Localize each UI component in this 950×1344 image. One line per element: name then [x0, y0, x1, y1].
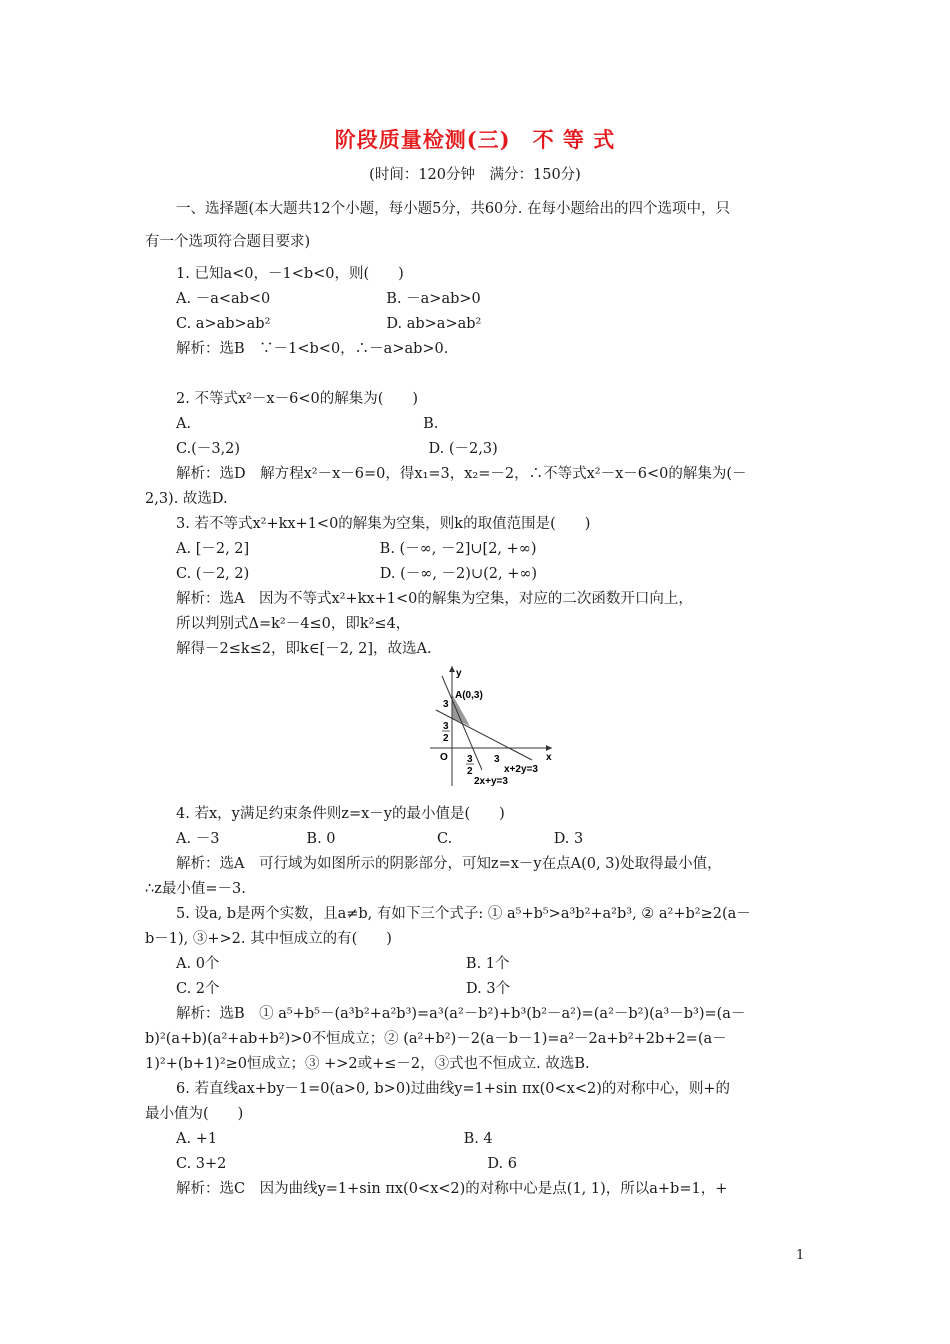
question-6-cont: 最小值为( ) — [145, 1106, 244, 1122]
line1-label: x+2y=3 — [504, 764, 538, 775]
page-title: 阶段质量检测(三) 不 等 式 — [334, 127, 616, 152]
q5-solution-line2: b)²(a+b)(a²+ab+b²)>0不恒成立；② (a²+b²)－2(a－b－1)=a²－2a+b²+2b+2=(a－ — [145, 1031, 727, 1047]
page-number: 1 — [796, 1248, 805, 1263]
question-4: 4. 若x，y满足约束条件则z=x－y的最小值是( ) — [176, 806, 505, 822]
question-6: 6. 若直线ax+by－1=0(a>0, b>0)过曲线y=1+sin πx(0<x<2)的对称中心，则+的 — [176, 1081, 731, 1097]
question-5-cont: b－1), ③+>2. 其中恒成立的有( ) — [145, 931, 392, 947]
q1-solution: 解析：选B ∵－1<b<0，∴－a>ab>0. — [176, 341, 449, 357]
tick-x-3: 3 — [494, 754, 500, 765]
question-5: 5. 设a, b是两个实数，且a≠b, 有如下三个式子: ① a⁵+b⁵>a³b²+a²b³, ② a²+b²≥2(a－ — [176, 906, 751, 922]
q5-solution-line3: 1)²+(b+1)²≥0恒成立；③ +>2或+≤－2，③式也不恒成立. 故选B. — [145, 1056, 590, 1072]
q3-solution: 解析：选A 因为不等式x²+kx+1<0的解集为空集，对应的二次函数开口向上， — [176, 591, 693, 607]
q2-solution-cont: 2,3). 故选D. — [145, 491, 228, 507]
q3-solution-line3: 解得－2≤k≤2，即k∈[－2, 2]，故选A. — [176, 641, 432, 657]
q5-options-cd: C. 2个 D. 3个 — [176, 981, 511, 997]
q3-solution-line2: 所以判别式Δ=k²－4≤0，即k²≤4， — [176, 616, 411, 632]
q3-options-ab: A. [－2, 2] B. (－∞, －2]∪[2, +∞) — [176, 541, 537, 557]
section-heading-cont: 有一个选项符合题目要求) — [145, 234, 311, 250]
q2-solution: 解析：选D 解方程x²－x－6=0，得x₁=3，x₂=－2，∴不等式x²－x－6<0的解集为(－ — [176, 466, 747, 482]
line2-label: 2x+y=3 — [474, 776, 508, 787]
q6-options-ab: A. +1 B. 4 — [176, 1131, 493, 1147]
question-1: 1. 已知a<0，－1<b<0，则( ) — [176, 266, 404, 282]
q1-options-ab: A. －a<ab<0 B. －a>ab>0 — [176, 291, 481, 307]
tick-y-3: 3 — [443, 699, 449, 710]
exam-info: (时间：120分钟 满分：150分) — [369, 167, 581, 183]
q5-options-ab: A. 0个 B. 1个 — [176, 956, 510, 972]
axis-y-label: y — [456, 668, 462, 679]
q1-options-cd: C. a>ab>ab² D. ab>a>ab² — [176, 316, 482, 332]
point-a-label: A(0,3) — [455, 690, 483, 701]
origin-label: O — [440, 752, 448, 763]
q2-options-cd: C.(－3,2) D. (－2,3) — [176, 441, 498, 457]
q3-options-cd: C. (－2, 2) D. (－∞, －2)∪(2, +∞) — [176, 566, 538, 582]
section-heading: 一、选择题(本大题共12个小题，每小题5分，共60分. 在每小题给出的四个选项中，只 — [176, 201, 730, 217]
q4-options: A. －3 B. 0 C. D. 3 — [176, 831, 584, 847]
q5-solution: 解析：选B ① a⁵+b⁵－(a³b²+a²b³)=a³(a²－b²)+b³(b²－a²)=(a²－b²)(a³－b³)=(a－ — [176, 1006, 746, 1022]
q2-options-ab: A. B. — [176, 416, 439, 432]
axis-x-label: x — [546, 752, 552, 763]
question-3: 3. 若不等式x²+kx+1<0的解集为空集，则k的取值范围是( ) — [176, 516, 591, 532]
feasible-region-figure — [428, 662, 558, 796]
q6-options-cd: C. 3+2 D. 6 — [176, 1156, 517, 1172]
tick-x-frac-num: 3 — [467, 754, 473, 765]
tick-x-frac-den: 2 — [467, 766, 473, 777]
line-x-plus-2y — [436, 710, 532, 760]
tick-y-frac-num: 3 — [443, 721, 449, 732]
q4-solution: 解析：选A 可行域为如图所示的阴影部分，可知z=x－y在点A(0, 3)处取得最小值， — [176, 856, 722, 872]
tick-y-frac-den: 2 — [443, 733, 449, 744]
q4-solution-cont: ∴z最小值=－3. — [145, 881, 246, 897]
q6-solution: 解析：选C 因为曲线y=1+sin πx(0<x<2)的对称中心是点(1, 1)，所以a+b=1，+ — [176, 1181, 728, 1197]
question-2: 2. 不等式x²－x－6<0的解集为( ) — [176, 391, 419, 407]
